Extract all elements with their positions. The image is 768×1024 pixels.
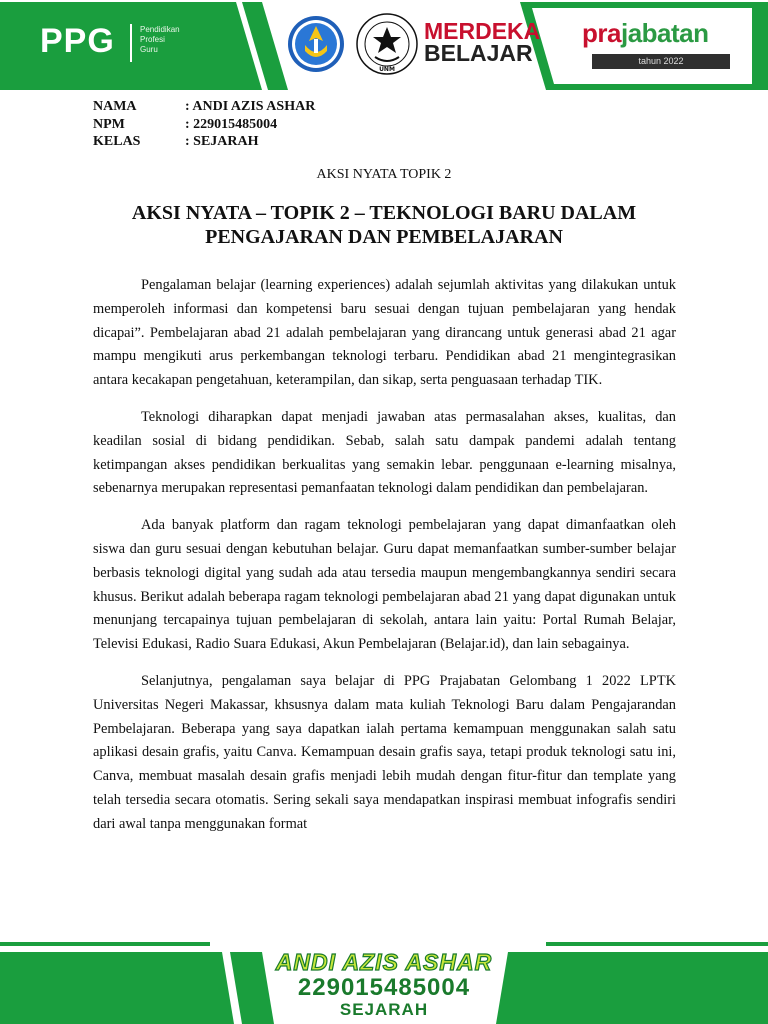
identity-row — [93, 116, 315, 134]
body-paragraph: Ada banyak platform dan ragam teknologi pembelajaran yang dapat dimanfaatkan oleh siswa dan guru sesuai dengan kebutuhan belajar. Guru dapat memanfaatkan sumber-sumber belajar berbasis teknologi digital yang sudah ada atau tersedia maupun mengembangkannya sendiri secara khusus. Berikut adalah beberapa ragam teknologi pembelajaran abad 21 yang dapat digunakan untuk menunjang tercapainya tujuan pembelajaran di sekolah, antara lain yaitu: Portal Rumah Belajar, Televisi Edukasi, Radio Suara Edukasi, Akun Pembelajaran (Belajar.id), dan lain sebagainya. — [93, 517, 676, 653]
tut-wuri-handayani-logo — [287, 15, 345, 73]
page-header — [0, 0, 768, 95]
prajabatan-part: jabatan — [620, 18, 709, 48]
ppg-subtext-line: Pendidikan — [140, 25, 180, 34]
identity-value: : ANDI AZIS ASHAR — [185, 99, 316, 114]
belajar-text: BELAJAR — [424, 40, 533, 66]
ppg-logo-text: PPG — [40, 22, 115, 60]
merdeka-belajar-logo — [424, 20, 540, 64]
tahun-badge: tahun 2022 — [592, 54, 730, 69]
identity-value: : 229015485004 — [185, 116, 278, 132]
ppg-divider — [130, 24, 132, 62]
document-title — [110, 201, 658, 249]
identity-key: NPM — [93, 116, 125, 132]
identity-key: NAMA — [93, 99, 137, 114]
merdeka-text: MERDEKA — [424, 18, 541, 44]
identity-row — [93, 98, 315, 116]
ppg-subtext — [140, 25, 180, 55]
footer-kelas: SEJARAH — [339, 1000, 429, 1019]
document-body — [93, 274, 676, 837]
prajabatan-logo — [582, 18, 709, 49]
body-paragraph: Teknologi diharapkan dapat menjadi jawaban atas permasalahan akses, kualitas, dan keadilan sosial di bidang pendidikan. Sebab, salah satu dampak pandemi adalah tentang ketimpangan akses pendidikan berkualitas yang semakin lebar. penggunaan e-learning misalnya, sebenarnya merupakan representasi pemanfaatan teknologi dalam pendidikan dan pembelajaran. — [93, 408, 676, 497]
footer-name: ANDI AZIS ASHAR — [275, 949, 493, 975]
body-paragraph: Pengalaman belajar (learning experiences) adalah sejumlah aktivitas yang dilakukan untuk memperoleh informasi dan kompetensi baru sesuai dengan tujuan pembelajaran yang hendak dicapai”. Pembelajaran abad 21 adalah pembelajaran yang dirancang untuk generasi abad 21 agar mampu mengikuti arus perkembangan teknologi terbaru. Pendidikan abad 21 mengintegrasikan antara kecakapan pengetahuan, keterampilan, dan sikap, serta penguasaan terhadap TIK. — [93, 277, 676, 389]
identity-key: KELAS — [93, 134, 141, 149]
body-paragraph: Selanjutnya, pengalaman saya belajar di PPG Prajabatan Gelombang 1 2022 LPTK Universitas Negeri Makassar, khsusnya dalam mata kuliah Teknologi Baru dalam Pengajarandan Pembelajaran. Beberapa yang saya dapatkan ialah pertama kemampuan menggunakan salah satu aplikasi desain grafis, yaitu Canva. Kemampuan desain grafis saya, tetapi produk teknologi satu ini, Canva, membuat masalah desain grafis menjadi lebih mudah dengan fitur-fitur dan template yang telah tersedia secara otomatis. Sering sekali saya mendapatkan inspirasi membuat infografis sendiri dari awal tanpa menggunakan format — [93, 672, 676, 832]
document-subtitle: AKSI NYATA TOPIK 2 — [316, 167, 452, 182]
unm-logo — [356, 13, 418, 75]
ppg-subtext-line: Guru — [140, 45, 158, 54]
svg-text:UNM: UNM — [379, 66, 395, 73]
footer-npm: 229015485004 — [297, 974, 471, 1001]
title-line: PENGAJARAN DAN PEMBELAJARAN — [205, 226, 563, 248]
prajabatan-part: pra — [582, 18, 621, 48]
identity-value: : SEJARAH — [185, 134, 259, 149]
identity-block — [93, 98, 315, 151]
ppg-subtext-line: Profesi — [140, 35, 165, 44]
title-line: AKSI NYATA – TOPIK 2 – TEKNOLOGI BARU DALAM — [131, 202, 637, 224]
identity-row — [93, 133, 315, 151]
